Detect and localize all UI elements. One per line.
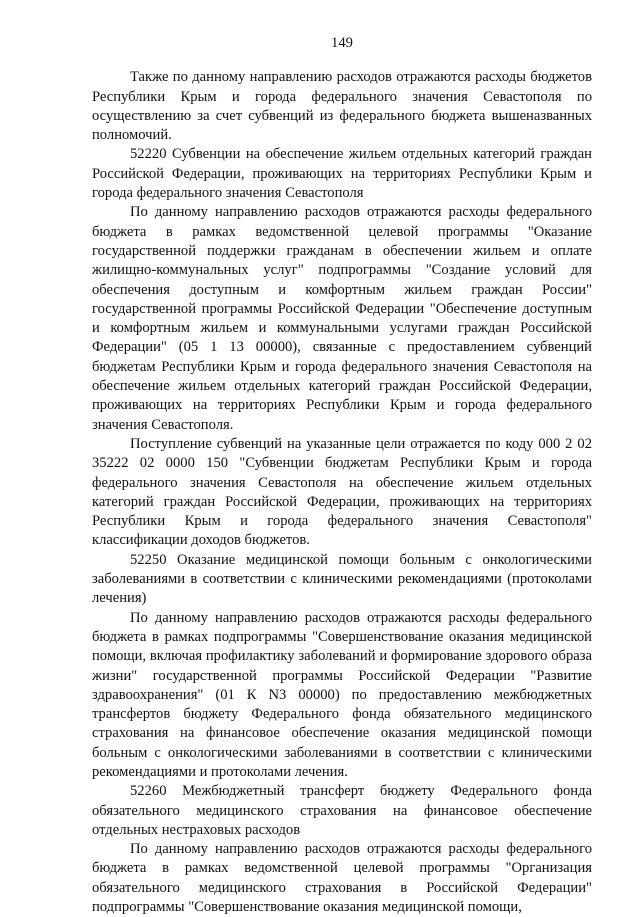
paragraph: Поступление субвенций на указанные цели отражается по коду 000 2 02 35222 02 0000 150 "Субвенции бюджетам Республики Крым и города федерального значения Севастополя на обеспечение жильем отдельных категорий граждан Российской Федерации, проживающих на территориях Республики Крым и города федерального значения Севастополя" классификации доходов бюджетов. [92, 435, 592, 549]
paragraph: По данному направлению расходов отражаются расходы федерального бюджета в рамках ведомственной целевой программы "Организация обязательного медицинского страхования в Российской Федерации" подпрограммы "Совершенствование оказания медицинской помощи, [92, 841, 592, 916]
section-heading-52220: 52220 Субвенции на обеспечение жильем отдельных категорий граждан Российской Федерации, проживающих на территориях Республики Крым и города федерального значения Севастополя [92, 146, 592, 202]
paragraph: По данному направлению расходов отражаются расходы федерального бюджета в рамках подпрограммы "Совершенствование оказания медицинской помощи, включая профилактику заболеваний и формирование здорового образа жизни" государственной программы Российской Федерации "Развитие здравоохранения" (01 К N3 00000) по предоставлению межбюджетных трансфертов бюджету Федерального фонда обязательного медицинского страхования на финансовое обеспечение оказания медицинской помощи больным с онкологическими заболеваниями в соответствии с клиническими рекомендациями и протоколами лечения. [92, 609, 592, 780]
document-page [92, 34, 592, 917]
page-number: 149 [331, 35, 353, 51]
paragraph: По данному направлению расходов отражаются расходы федерального бюджета в рамках ведомственной целевой программы "Оказание государственной поддержки гражданам в обеспечении жильем и оплате жилищно-коммунальных услуг" подпрограммы "Создание условий для обеспечения доступным и комфортным жильем граждан России" государственной программы Российской Федерации "Обеспечение доступным и комфортным жильем и коммунальными услугами граждан Российской Федерации" (05 1 13 00000), связанные с предоставлением субвенций бюджетам Республики Крым и города федерального значения Севастополя на обеспечение жильем отдельных категорий граждан Российской Федерации, проживающих на территориях Республики Крым и города федерального значения Севастополя. [92, 204, 592, 433]
section-heading-52260: 52260 Межбюджетный трансферт бюджету Федерального фонда обязательного медицинского страхования на финансовое обеспечение отдельных нестраховых расходов [92, 783, 592, 838]
section-heading-52250: 52250 Оказание медицинской помощи больным с онкологическими заболеваниями в соответствии с клиническими рекомендациями (протоколами лечения) [92, 551, 592, 607]
paragraph: Также по данному направлению расходов отражаются расходы бюджетов Республики Крым и города федерального значения Севастополя по осуществлению за счет субвенций из федерального бюджета вышеназванных полномочий. [92, 69, 592, 144]
